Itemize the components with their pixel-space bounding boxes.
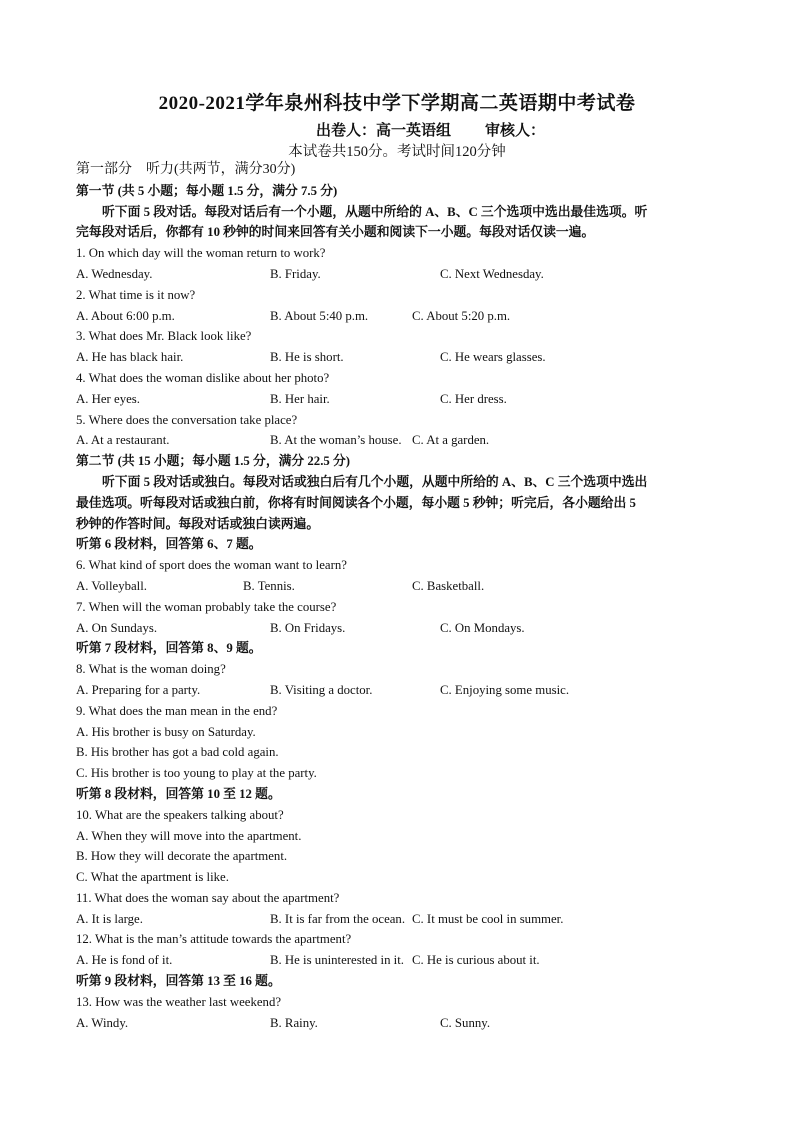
- question-stem: 12. What is the man’s attitude towards the apartment?: [76, 932, 352, 947]
- section1-heading: 第一节 (共 5 小题；每小题 1.5 分，满分 7.5 分): [76, 183, 338, 198]
- option-c: C. Sunny.: [440, 1015, 491, 1030]
- exam-title: 2020-2021学年泉州科技中学下学期高二英语期中考试卷: [158, 93, 636, 114]
- question-stem: 7. When will the woman probably take the course?: [76, 599, 337, 614]
- option-b: B. Visiting a doctor.: [270, 682, 373, 697]
- option-a: A. At a restaurant.: [76, 433, 170, 448]
- material-heading: 听第 9 段材料，回答第 13 至 16 题。: [76, 974, 281, 989]
- question-stem: 8. What is the woman doing?: [76, 662, 226, 677]
- question-stem: 5. Where does the conversation take place?: [76, 412, 298, 427]
- option-c: C. On Mondays.: [440, 620, 525, 635]
- option-b: B. Friday.: [270, 266, 321, 281]
- option-a: A. On Sundays.: [76, 620, 158, 635]
- option-c: C. He is curious about it.: [412, 953, 540, 968]
- option-b: B. Her hair.: [270, 391, 330, 406]
- option-b: B. How they will decorate the apartment.: [76, 849, 288, 864]
- option-c: C. Basketball.: [412, 578, 485, 593]
- option-c: C. His brother is too young to play at the party.: [76, 766, 317, 781]
- options-row: [76, 430, 720, 451]
- question-stem: 9. What does the man mean in the end?: [76, 703, 278, 718]
- option-b: B. Rainy.: [270, 1015, 318, 1030]
- options-row: [76, 306, 720, 327]
- option-c: C. Next Wednesday.: [440, 266, 544, 281]
- options-row: [76, 264, 720, 285]
- author-label: 出卷人：高一英语组: [316, 123, 452, 139]
- question-stem: 10. What are the speakers talking about?: [76, 807, 284, 822]
- material-heading: 听第 7 段材料，回答第 8、9 题。: [76, 641, 262, 656]
- options-row: [76, 576, 720, 597]
- option-b: B. His brother has got a bad cold again.: [76, 745, 279, 760]
- option-b: B. It is far from the ocean.: [270, 911, 406, 926]
- part1-heading: 第一部分 听力(共两节，满分30分): [76, 162, 296, 177]
- question-stem: 4. What does the woman dislike about her photo?: [76, 370, 330, 385]
- option-c: C. What the apartment is like.: [76, 870, 229, 885]
- options-row: [76, 909, 720, 930]
- option-a: A. He has black hair.: [76, 350, 184, 365]
- option-b: B. Tennis.: [243, 578, 295, 593]
- option-b: B. About 5:40 p.m.: [270, 308, 369, 323]
- question-stem: 2. What time is it now?: [76, 287, 196, 302]
- question-stem: 13. How was the weather last weekend?: [76, 994, 282, 1009]
- option-a: A. When they will move into the apartment.: [76, 828, 302, 843]
- material-heading: 听第 6 段材料，回答第 6、7 题。: [76, 537, 262, 552]
- option-a: A. About 6:00 p.m.: [76, 308, 175, 323]
- option-c: C. About 5:20 p.m.: [412, 308, 511, 323]
- question-stem: 1. On which day will the woman return to work?: [76, 246, 326, 261]
- exam-info: 本试卷共150分。考试时间120分钟: [288, 144, 506, 160]
- option-a: A. Windy.: [76, 1015, 129, 1030]
- options-row: [76, 950, 720, 971]
- option-c: C. Her dress.: [440, 391, 507, 406]
- option-a: A. Preparing for a party.: [76, 682, 201, 697]
- section1-instructions: 听下面 5 段对话。每段对话后有一个小题，从题中所给的 A、B、C 三个选项中选出最佳选项。听 完每段对话后，你都有 10 秒钟的时间来回答有关小题和阅读下一小题。每段对话仅读一遍。: [76, 204, 648, 240]
- reviewer-label: 审核人：: [485, 123, 546, 139]
- section2-heading: 第二节 (共 15 小题；每小题 1.5 分，满分 22.5 分): [76, 454, 351, 469]
- option-b: B. He is uninterested in it.: [270, 953, 404, 968]
- section2-instructions: 听下面 5 段对话或独白。每段对话或独白后有几个小题，从题中所给的 A、B、C 三个选项中选出 最佳选项。听每段对话或独白前，你将有时间阅读各个小题，每小题 5 秒钟；听完后，各小题给出 5 秒钟的作答时间。每段对话或独白读两遍。: [76, 474, 648, 531]
- option-a: A. He is fond of it.: [76, 953, 173, 968]
- option-b: B. On Fridays.: [270, 620, 346, 635]
- options-row: [76, 347, 720, 368]
- option-b: B. At the woman’s house.: [270, 433, 402, 448]
- option-a: A. His brother is busy on Saturday.: [76, 724, 256, 739]
- option-a: A. Her eyes.: [76, 391, 140, 406]
- options-row: [76, 618, 720, 639]
- option-c: C. At a garden.: [412, 433, 490, 448]
- authors-line: [316, 119, 545, 140]
- question-stem: 11. What does the woman say about the apartment?: [76, 890, 340, 905]
- option-a: A. It is large.: [76, 911, 143, 926]
- question-stem: 3. What does Mr. Black look like?: [76, 329, 252, 344]
- option-a: A. Volleyball.: [76, 578, 147, 593]
- option-c: C. Enjoying some music.: [440, 682, 570, 697]
- option-a: A. Wednesday.: [76, 266, 153, 281]
- material-heading: 听第 8 段材料，回答第 10 至 12 题。: [76, 786, 281, 801]
- options-row: [76, 389, 720, 410]
- option-b: B. He is short.: [270, 350, 344, 365]
- options-row: [76, 1013, 720, 1034]
- question-stem: 6. What kind of sport does the woman want to learn?: [76, 558, 347, 573]
- option-c: C. He wears glasses.: [440, 350, 546, 365]
- option-c: C. It must be cool in summer.: [412, 911, 564, 926]
- options-row: [76, 680, 720, 701]
- exam-content: [76, 160, 720, 1033]
